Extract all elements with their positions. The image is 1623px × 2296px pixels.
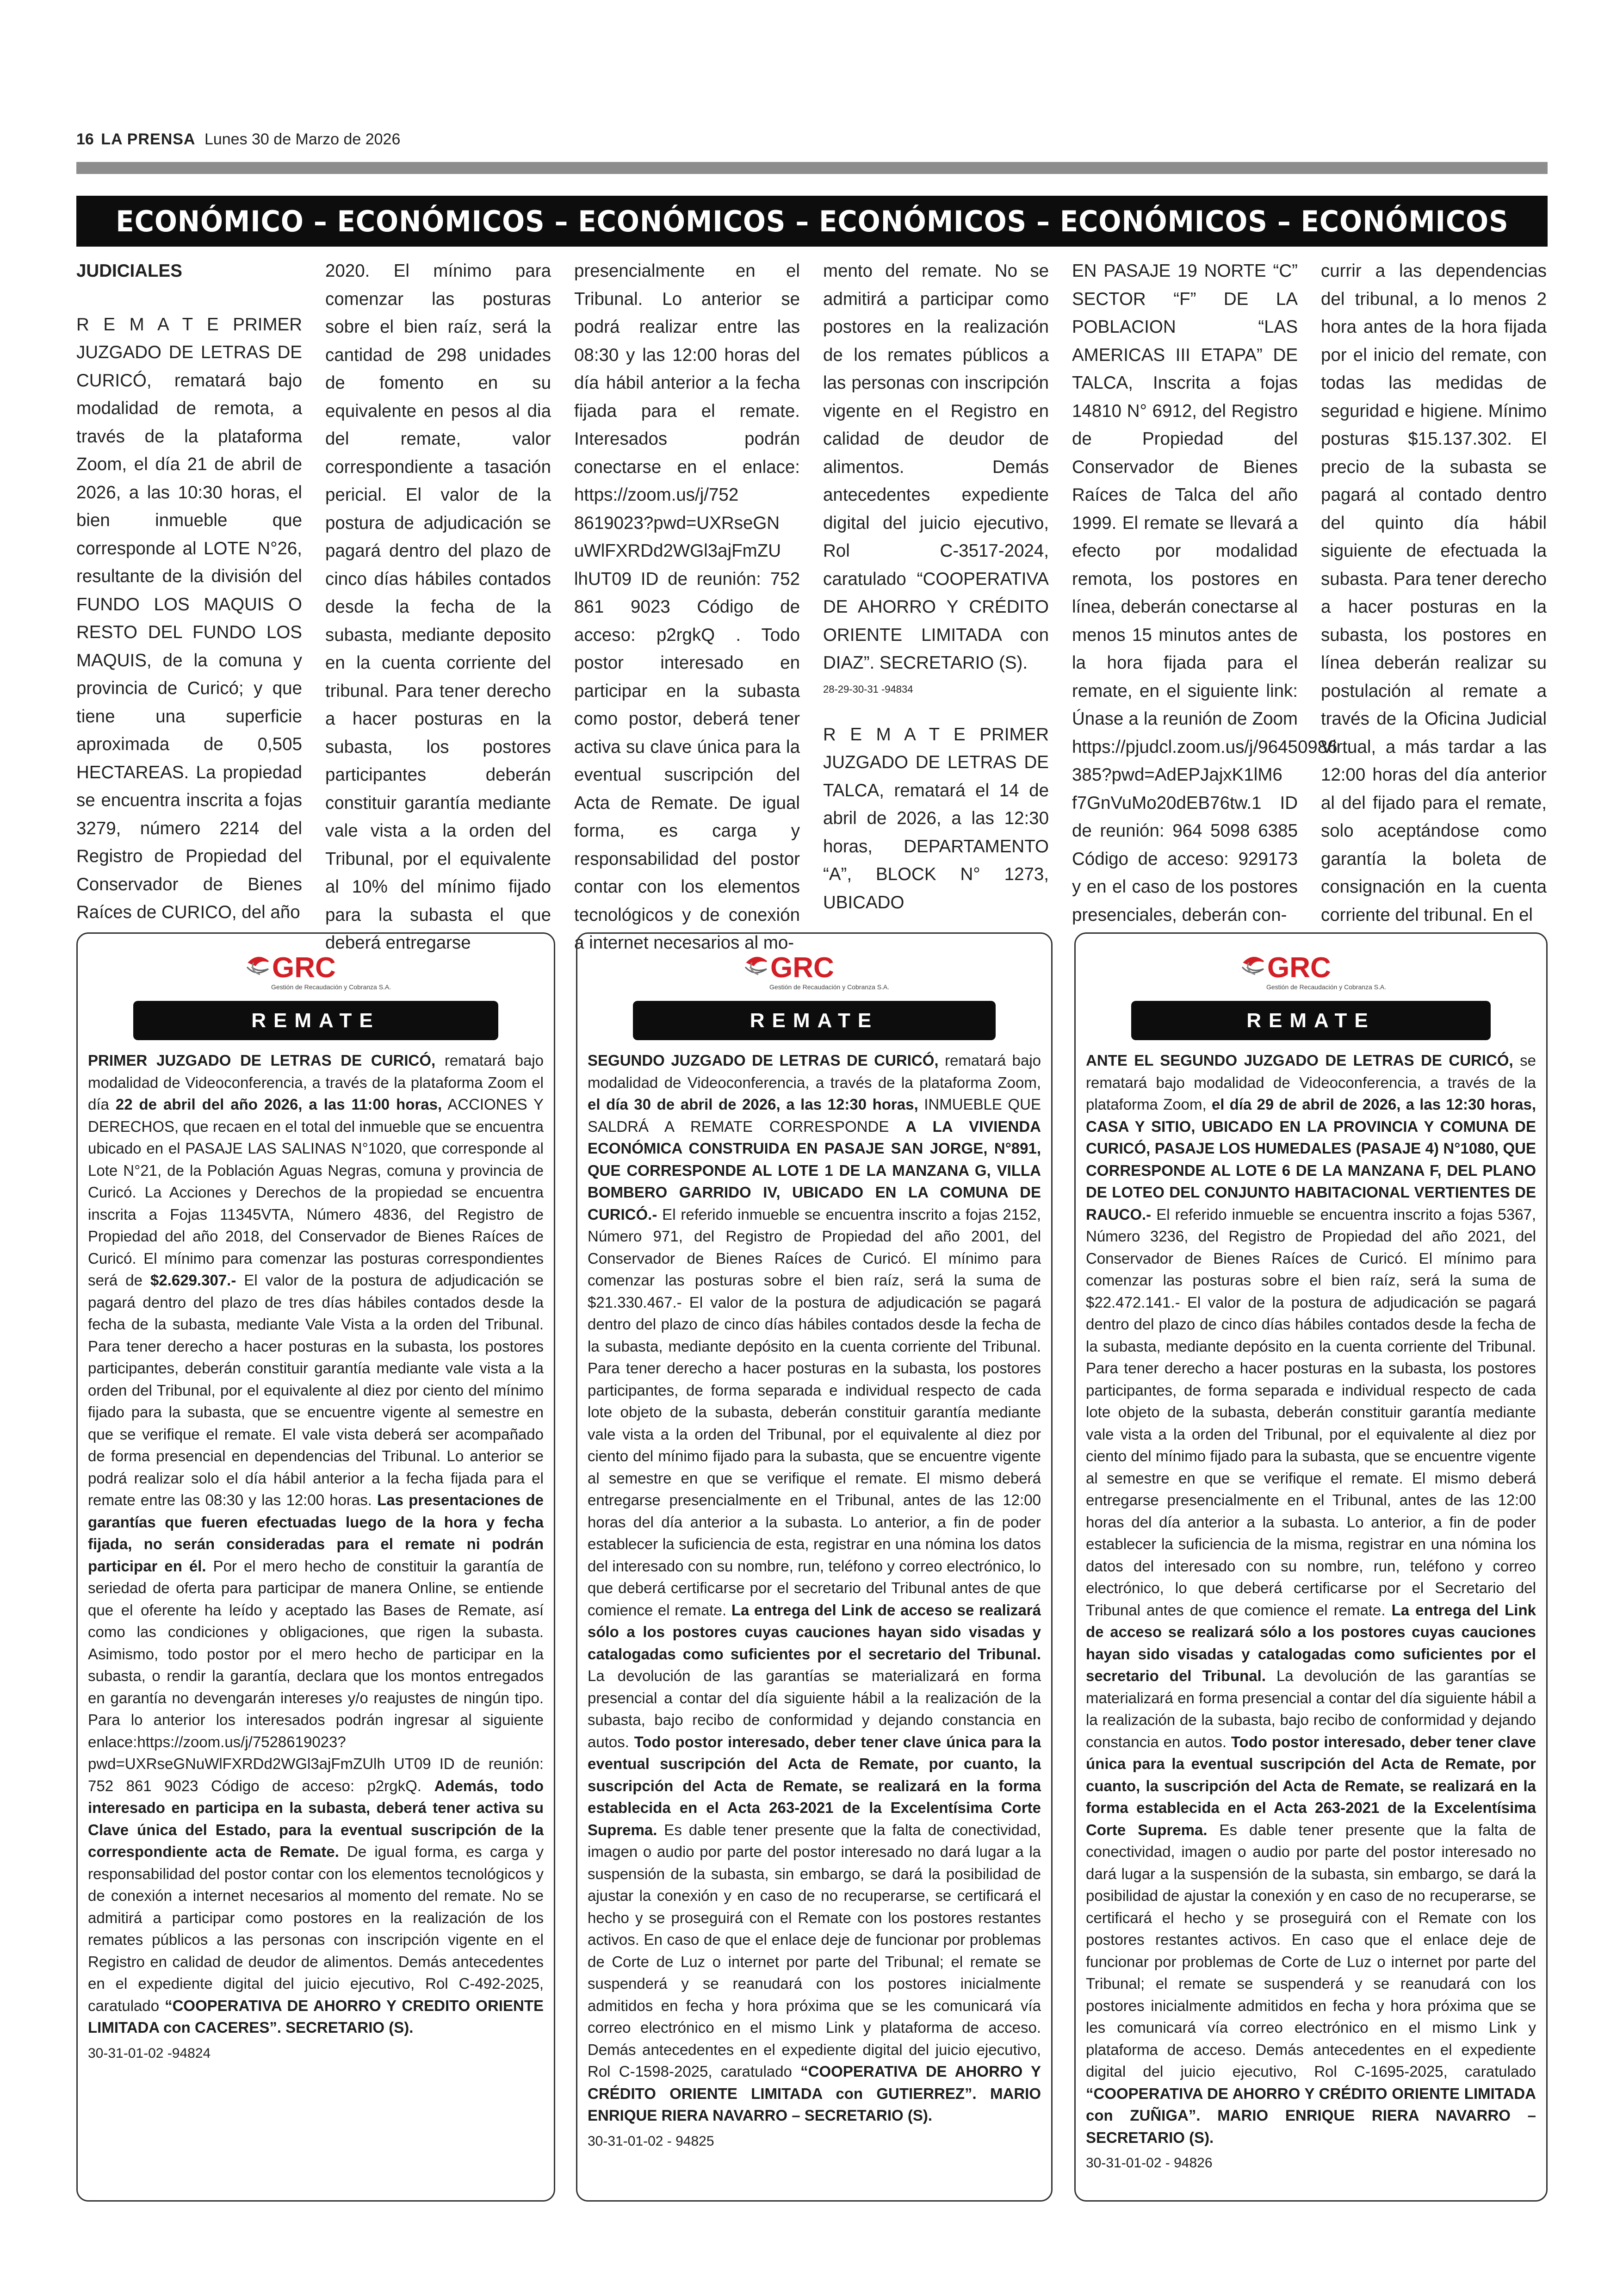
classified-column-6 [1321, 257, 1547, 929]
remate-banner [133, 1001, 498, 1040]
notice-bold-text: Las presentaciones de garantías que fueren efectuadas luego de la hora y fecha fijada, no serán consideradas para el remate ni podrán participar en él. [88, 1491, 544, 1575]
notice-text: Por el mero hecho de constituir la garantía de seriedad de oferta para participar de manera Online, se entiende que el oferente ha leído y aceptado las Bases de Remate, así como las condiciones y obligaciones, que rigen la subasta. Asimismo, todo postor por el mero hecho de participar en la subasta, o rendir la garantía, declara que los montos entregados en garantía no devengarán intereses y/o reajustes de ningún tipo. Para lo anterior los interesados podrán ingresar al siguiente enlace:https://zoom.us/j/7528619023?pwd=UXRseGNuWlFXRDd2WGl3ajFmZUlh UT09 ID de reunión: 752 861 9023 Código de acceso: p2rgkQ. [88, 1557, 544, 1794]
notice-bold-text: SEGUNDO JUZGADO DE LETRAS DE CURICÓ, [588, 1052, 939, 1069]
swirl-icon [745, 957, 767, 974]
grc-logo-mark [240, 949, 392, 995]
classified-text: EN PASAJE 19 NORTE “C” SECTOR “F” DE LA POBLACION “LAS AMERICAS III ETAPA” DE TALCA, Inscrita a fojas 14810 N° 6912, del Registro de Propiedad del Conservador de Bienes Raíces de Talca del año 1999. El remate se llevará a efecto por modalidad remota, los postores en línea, deberán conectarse al menos 15 minutos antes de la hora fijada para el remate, en el siguiente link: Únase a la reunión de Zoom https://pjudcl.zoom.us/j/96450986 385?pwd=AdEPJajxK1lM6 f7GnVuMo20dEB76tw.1 ID de reunión: 964 5098 6385 Código de acceso: 929173 y en el caso de los postores presenciales, deberán con- [1072, 261, 1338, 925]
publication-date: Lunes 30 de Marzo de 2026 [204, 130, 401, 148]
notice-bold-text: “COOPERATIVA DE AHORRO Y CREDITO ORIENTE LIMITADA con CACERES”. SECRETARIO (S). [88, 1997, 544, 2036]
notice-bold-text: “COOPERATIVA DE AHORRO Y CRÉDITO ORIENTE LIMITADA con ZUÑIGA”. MARIO ENRIQUE RIERA NAVARRO – SECRETARIO (S). [1086, 2085, 1536, 2146]
logo-wordmark: GRC [272, 952, 336, 984]
notice-bold-text: La entrega del Link de acceso se realizará sólo a los postores cuyas cauciones hayan sido visadas y catalogadas como suficientes por el secretario del Tribunal. [1086, 1601, 1536, 1684]
section-banner [76, 196, 1548, 247]
notice-code: 30-31-01-02 - 94826 [1086, 2155, 1213, 2171]
notice-bold-text: $2.629.307.- [150, 1272, 236, 1289]
notice-body [88, 1049, 544, 2064]
remate-notice-1 [76, 932, 555, 2202]
notice-text: INMUEBLE QUE SALDRÁ A REMATE CORRESPONDE [588, 1096, 1041, 1135]
classified-text: R E M A T E PRIMER JUZGADO DE LETRAS DE TALCA, rematará el 14 de abril de 2026, a las 12:30 horas, DEPARTAMENTO “A”, BLOCK N° 1273, UBICADO [823, 724, 1049, 912]
classified-text: R E M A T E PRIMER JUZGADO DE LETRAS DE CURICÓ, rematará bajo modalidad de remota, a través de la plataforma Zoom, el día 21 de abril de 2026, a las 10:30 horas, el bien inmueble que corresponde al LOTE N°26, resultante de la división del FUNDO LOS MAQUIS O RESTO DEL FUNDO LOS MAQUIS, de la comuna y provincia de Curicó; y que tiene una superficie aproximada de 0,505 HECTAREAS. La propiedad se encuentra inscrita a fojas 3279, número 2214 del Registro de Propiedad del Conservador de Bienes Raíces de CURICO, del año [76, 314, 302, 922]
notice-bold-text: el día 30 de abril de 2026, a las 12:30 horas, [588, 1096, 918, 1113]
notice-bold-text: Todo postor interesado, deber tener clave única para la eventual suscripción del Acta de Remate, por cuanto, la suscripción del Acta de Remate, se realizará en la forma establecida en el Acta 263-2021 de la Excelentísima Corte Suprema. [1086, 1733, 1536, 1838]
remate-title: REMATE [750, 1009, 879, 1032]
classified-column-4 [823, 257, 1049, 917]
classified-column-3 [574, 257, 800, 957]
classified-text: presencialmente en el Tribunal. Lo anterior se podrá realizar entre las 08:30 y las 12:00 horas del día hábil anterior a la fecha fijada para el remate. Interesados podrán conectarse en el enlace: https://zoom.us/j/752 8619023?pwd=UXRseGN uWlFXRDd2WGl3ajFmZU lhUT09 ID de reunión: 752 861 9023 Código de acceso: p2rgkQ . Todo postor interesado en participar en la subasta como postor, deberá tener activa su clave única para la eventual suscripción del Acta de Remate. De igual forma, es carga y responsabilidad del postor contar con los elementos tecnológicos y de conexión a internet necesarios al mo- [574, 261, 800, 953]
notice-bold-text: 22 de abril del año 2026, a las 11:00 horas, [115, 1096, 442, 1113]
notice-text: El referido inmueble se encuentra inscrito a fojas 5367, Número 3236, del Registro de Propiedad del año 2021, del Conservador de Bienes Raíces de Curicó. El mínimo para comenzar las posturas sobre el bien raíz, será la suma de $22.472.141.- El valor de la postura de adjudicación se pagará dentro del plazo de cinco días hábiles contados desde la fecha de la subasta, mediante depósito en la cuenta corriente del Tribunal. Para tener derecho a hacer posturas en la subasta, los postores participantes, de forma separada e individual respecto de cada lote objeto de la subasta, deberán constituir garantía mediante vale vista a la orden del Tribunal, por el equivalente al diez por ciento del mínimo fijado para la subasta, que se encuentre vigente al semestre en que se verifique el remate. El mismo deberá entregarse presencialmente en el Tribunal, antes de las 12:00 horas del día anterior a la subasta. Lo anterior, a fin de poder establecer la suficiencia de la misma, registrar en una nómina los datos del interesado con su nombre, run, teléfono y correo electrónico, lo que deberá certificarse por el Secretario del Tribunal antes de que comience el remate. [1086, 1205, 1536, 1619]
logo-subtitle: Gestión de Recaudación y Cobranza S.A. [769, 983, 890, 991]
classified-column-5 [1072, 257, 1338, 929]
logo-subtitle: Gestión de Recaudación y Cobranza S.A. [271, 983, 391, 991]
notice-bold-text: La entrega del Link de acceso se realizará sólo a los postores cuyas cauciones hayan sido visadas y catalogadas como suficientes por el secretario del Tribunal. [588, 1601, 1041, 1663]
logo-wordmark: GRC [1267, 952, 1331, 984]
grc-logo [78, 949, 554, 995]
notice-text: El valor de la postura de adjudicación se pagará dentro del plazo de tres días hábiles contados desde la fecha de la subasta, mediante Vale Vista a la orden del Tribunal. Para tener derecho a hacer posturas en la subasta, los postores participantes, deberán constituir garantía mediante vale vista a la orden del Tribunal, por el equivalente al diez por ciento del mínimo fijado para la subasta, que se encuentre vigente al semestre en que se verifique el remate. El vale vista deberá ser acompañado de forma presencial en dependencias del Tribunal. Lo anterior se podrá realizar solo el día hábil anterior a la fecha fijada para el remate entre las 08:30 y las 12:00 horas. [88, 1272, 544, 1508]
classified-column-2 [325, 257, 551, 957]
notice-bold-text: Además, todo interesado en participa en la subasta, deberá tener activa su Clave única del Estado, para la eventual suscripción de la correspondiente acta de Remate. [88, 1777, 544, 1860]
header-divider [76, 162, 1548, 174]
notice-text: rematará bajo modalidad de Videoconferencia, a través de la plataforma Zoom el día [88, 1052, 544, 1113]
classified-code: 28-29-30-31 -94834 [823, 683, 913, 695]
remate-banner [633, 1001, 996, 1040]
notice-code: 30-31-01-02 - 94825 [588, 2133, 714, 2149]
notice-text: La devolución de las garantías se materializará en forma presencial a contar del día siguiente hábil a la realización de la subasta, bajo recibo de conformidad y dejando constancia en autos. [588, 1667, 1041, 1750]
notice-text: Es dable tener presente que la falta de conectividad, imagen o audio por parte del postor interesado no dará lugar a la suspensión de la subasta, sin embargo, se dará la posibilidad de ajustar la conexión y en caso de no recuperarse, se certificará el hecho y se proseguirá con el Remate con los postores restantes activos. En caso que el enlace deje de funcionar por problemas de Corte de Luz o internet por parte del Tribunal; el remate se suspenderá y se reanudará con los postores inicialmente admitidos en fecha y hora próxima que se les comunicará vía correo electrónico en el mismo Link y plataforma de acceso. Demás antecedentes en el expediente digital del juicio ejecutivo, Rol C-1695-2025, caratulado [1086, 1821, 1536, 2080]
page-header [76, 130, 400, 149]
grc-logo [577, 949, 1051, 995]
notice-bold-text: A LA VIVIENDA ECONÓMICA CONSTRUIDA EN PASAJE SAN JORGE, N°891, QUE CORRESPONDE AL LOTE 1 DE LA MANZANA G, VILLA BOMBERO GARRIDO IV, UBICADO EN LA COMUNA DE CURICÓ.- [588, 1117, 1041, 1223]
notice-bold-text: Todo postor interesado, deber tener clave única para la eventual suscripción del Acta de Remate, por cuanto, la suscripción del Acta de Remate, se realizará en la forma establecida en el Acta 263-2021 de la Excelentísima Corte Suprema. [588, 1733, 1041, 1838]
classified-text: 2020. El mínimo para comenzar las posturas sobre el bien raíz, será la cantidad de 298 unidades de fomento en su equivalente en pesos al dia del remate, valor correspondiente a tasación pericial. El valor de la postura de adjudicación se pagará dentro del plazo de cinco días hábiles contados desde la fecha de la subasta, mediante deposito en la cuenta corriente del tribunal. Para tener derecho a hacer posturas en la subasta, los postores participantes deberán constituir garantía mediante vale vista a la orden del Tribunal, por el equivalente al 10% del mínimo fijado para la subasta el que deberá entregarse [325, 261, 551, 953]
notice-bold-text: ANTE EL SEGUNDO JUZGADO DE LETRAS DE CURICÓ, [1086, 1052, 1513, 1069]
grc-logo-mark [738, 949, 891, 995]
notice-text: Es dable tener presente que la falta de conectividad, imagen o audio por parte del postor interesado no dará lugar a la suspensión de la subasta, sin embargo, se dará la posibilidad de ajustar la conexión y en caso de no recuperarse, se certificará el hecho y se proseguirá con el Remate con los postores restantes activos. En caso de que el enlace deje de funcionar por problemas de Corte de Luz o internet por parte del Tribunal; el remate se suspenderá y se reanudará con los postores inicialmente admitidos en fecha y hora próxima que se les comunicará vía correo electrónico en el mismo Link y plataforma de acceso. Demás antecedentes en el expediente digital del juicio ejecutivo, Rol C-1598-2025, caratulado [588, 1821, 1041, 2080]
notice-text: ACCIONES Y DERECHOS, que recaen en el total del inmueble que se encuentra ubicado en el PASAJE LAS SALINAS N°1020, que corresponde al Lote N°21, de la Población Aguas Negras, comuna y provincia de Curicó. La Acciones y Derechos de la propiedad se encuentra inscrita a Fojas 11345VTA, Número 4836, del Registro de Propiedad del año 2018, del Conservador de Bienes Raíces de Curicó. El mínimo para comenzar las posturas correspondientes será de [88, 1096, 544, 1289]
notice-text: La devolución de las garantías se materializará en forma presencial a contar del día siguiente hábil a la realización de la subasta, bajo recibo de conformidad y dejando constancia en autos. [1086, 1667, 1536, 1750]
remate-title: REMATE [1246, 1009, 1375, 1032]
logo-wordmark: GRC [770, 952, 834, 984]
notice-text: rematará bajo modalidad de Videoconferencia, a través de la plataforma Zoom, [588, 1052, 1041, 1091]
grc-logo-mark [1235, 949, 1388, 995]
section-banner-text: ECONÓMICO – ECONÓMICOS – ECONÓMICOS – ECONÓMICOS – ECONÓMICOS – ECONÓMICOS [115, 204, 1509, 238]
category-heading: JUDICIALES [76, 261, 182, 281]
notice-body [588, 1049, 1041, 2152]
classified-text: mento del remate. No se admitirá a participar como postores en la realización de los remates públicos a las personas con inscripción vigente en el Registro en calidad de deudor de alimentos. Demás antecedentes expediente digital del juicio ejecutivo, Rol C-3517-2024, caratulado “COOPERATIVA DE AHORRO Y CRÉDITO ORIENTE LIMITADA con DIAZ”. SECRETARIO (S). [823, 261, 1049, 673]
notice-body [1086, 1049, 1536, 2174]
notice-bold-text: “COOPERATIVA DE AHORRO Y CRÉDITO ORIENTE LIMITADA con GUTIERREZ”. MARIO ENRIQUE RIERA NAVARRO – SECRETARIO (S). [588, 2063, 1041, 2124]
remate-banner [1131, 1001, 1491, 1040]
classified-text: currir a las dependencias del tribunal, a lo menos 2 hora antes de la hora fijada por el inicio del remate, con todas las medidas de seguridad e higiene. Mínimo posturas $15.137.302. El precio de la subasta se pagará al contado dentro del quinto día hábil siguiente de efectuada la subasta. Para tener derecho a hacer posturas en la subasta, los postores en línea deberán realizar su postulación al remate a través de la Oficina Judicial Virtual, a más tardar a las 12:00 horas del día anterior al del fijado para el remate, solo aceptándose como garantía la boleta de consignación en la cuenta corriente del tribunal. En el [1321, 261, 1547, 925]
logo-subtitle: Gestión de Recaudación y Cobranza S.A. [1266, 983, 1386, 991]
swirl-icon [247, 957, 268, 974]
page-number: 16 [76, 130, 94, 148]
classifieds-columns [76, 257, 1548, 953]
remate-notice-3 [1074, 932, 1548, 2202]
notice-text: El referido inmueble se encuentra inscrito a fojas 2152, Número 971, del Registro de Propiedad del año 2001, del Conservador de Bienes Raíces de Curicó. El mínimo para comenzar las posturas sobre el bien raíz, será la suma de $21.330.467.- El valor de la postura de adjudicación se pagará dentro del plazo de cinco días hábiles contados desde la fecha de la subasta, mediante depósito en la cuenta corriente del Tribunal. Para tener derecho a hacer posturas en la subasta, los postores participantes, de forma separada e individual respecto de cada lote objeto de la subasta, deberán constituir garantía mediante vale vista a la orden del Tribunal, por el equivalente al diez por ciento del mínimo fijado para la subasta, que se encuentre vigente al semestre en que se verifique el remate. El mismo deberá entregarse presencialmente en el Tribunal, antes de las 12:00 horas del día anterior a la subasta. Lo anterior, a fin de poder establecer la suficiencia de esta, registrar en una nómina los datos del interesado con su nombre, run, teléfono y correo electrónico, lo que deberá certificarse por el secretario del Tribunal antes de que comience el remate. [588, 1205, 1041, 1619]
notice-bold-text: el día 29 de abril de 2026, a las 12:30 horas, CASA Y SITIO, UBICADO EN LA PROVINCIA Y COMUNA DE CURICÓ, PASAJE LOS HUMEDALES (PASAJE 4) N°1080, QUE CORRESPONDE AL LOTE 6 DE LA MANZANA F, DEL PLANO DE LOTEO DEL CONJUNTO HABITACIONAL VERTIENTES DE RAUCO.- [1086, 1096, 1536, 1223]
notice-code: 30-31-01-02 -94824 [88, 2045, 211, 2061]
notice-text: De igual forma, es carga y responsabilidad del postor contar con los elementos tecnológicos y de conexión a internet necesarios al momento del remate. No se admitirá a participar como postores en la realización de los remates públicos a las personas con inscripción vigente en el Registro en calidad de deudor de alimentos. Demás antecedentes en el expediente digital del juicio ejecutivo, Rol C-492-2025, caratulado [88, 1843, 544, 2014]
remate-title: REMATE [251, 1009, 380, 1032]
grc-logo [1076, 949, 1546, 995]
notice-bold-text: PRIMER JUZGADO DE LETRAS DE CURICÓ, [88, 1052, 436, 1069]
classified-column-1 [76, 257, 302, 927]
notice-text: se rematará bajo modalidad de Videoconferencia, a través de la plataforma Zoom, [1086, 1052, 1536, 1113]
swirl-icon [1242, 957, 1264, 974]
publication-name: LA PRENSA [101, 130, 196, 148]
remate-notice-2 [576, 932, 1053, 2202]
